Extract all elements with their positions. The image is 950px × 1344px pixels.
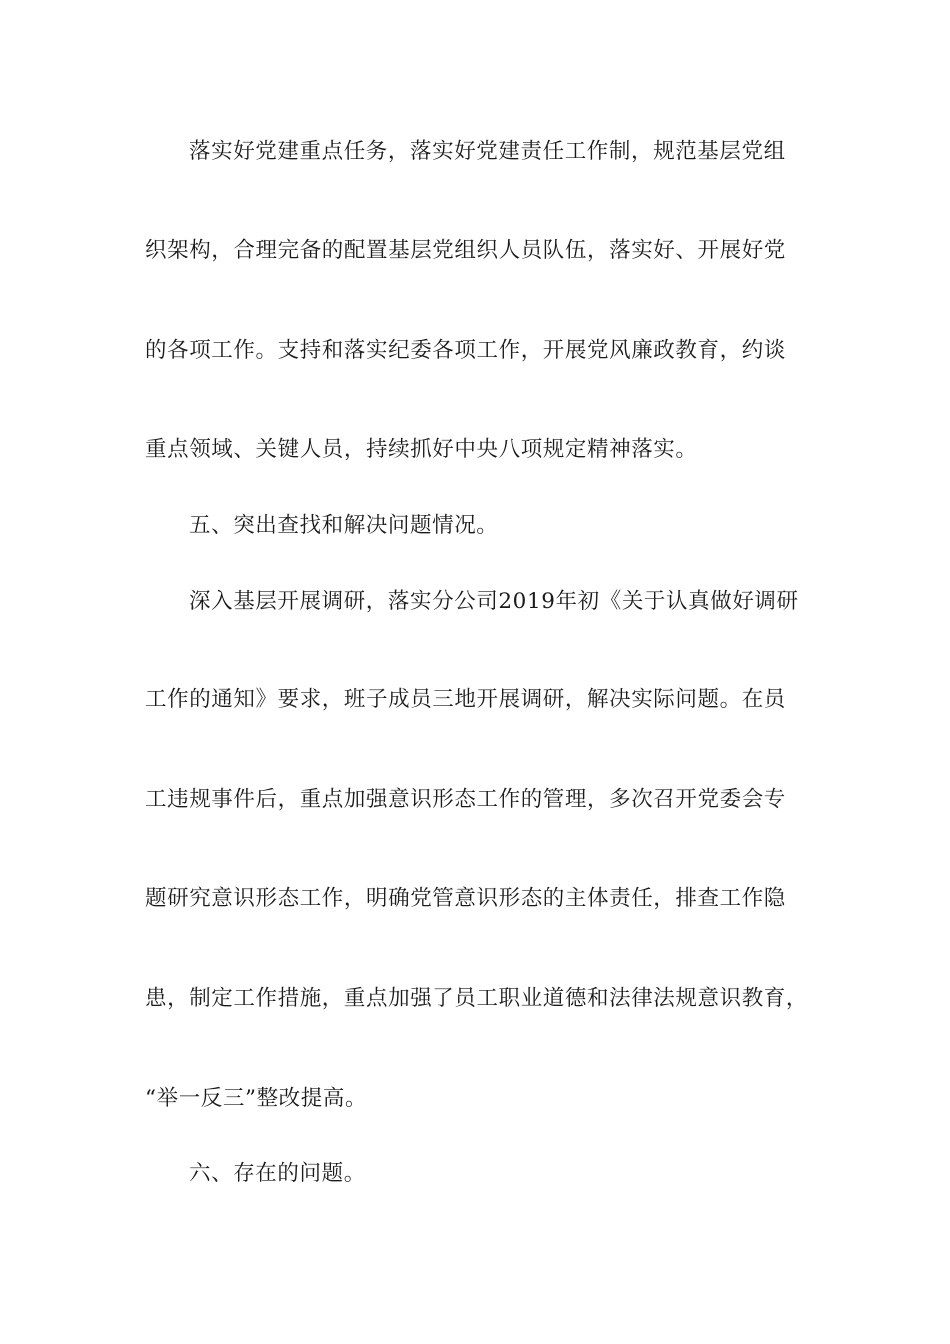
paragraph-line: 织架构，合理完备的配置基层党组织人员队伍，落实好、开展好党: [145, 238, 786, 263]
paragraph-line: 深入基层开展调研，落实分公司2019年初《关于认真做好调研: [189, 589, 799, 614]
section-heading: 五、突出查找和解决问题情况。: [189, 513, 499, 538]
paragraph-line: 重点领域、关键人员，持续抓好中央八项规定精神落实。: [145, 437, 698, 462]
paragraph-line: 工违规事件后，重点加强意识形态工作的管理，多次召开党委会专: [145, 787, 786, 812]
section-heading: 六、存在的问题。: [189, 1161, 366, 1186]
paragraph-line: 的各项工作。支持和落实纪委各项工作，开展党风廉政教育，约谈: [145, 338, 786, 363]
paragraph-line: 患，制定工作措施，重点加强了员工职业道德和法律法规意识教育，: [145, 986, 809, 1011]
paragraph-line: “举一反三”整改提高。: [145, 1086, 368, 1111]
paragraph-line: 落实好党建重点任务，落实好党建责任工作制，规范基层党组: [189, 139, 786, 164]
paragraph-line: 题研究意识形态工作，明确党管意识形态的主体责任，排查工作隐: [145, 886, 786, 911]
paragraph-line: 工作的通知》要求，班子成员三地开展调研，解决实际问题。在员: [145, 687, 786, 712]
